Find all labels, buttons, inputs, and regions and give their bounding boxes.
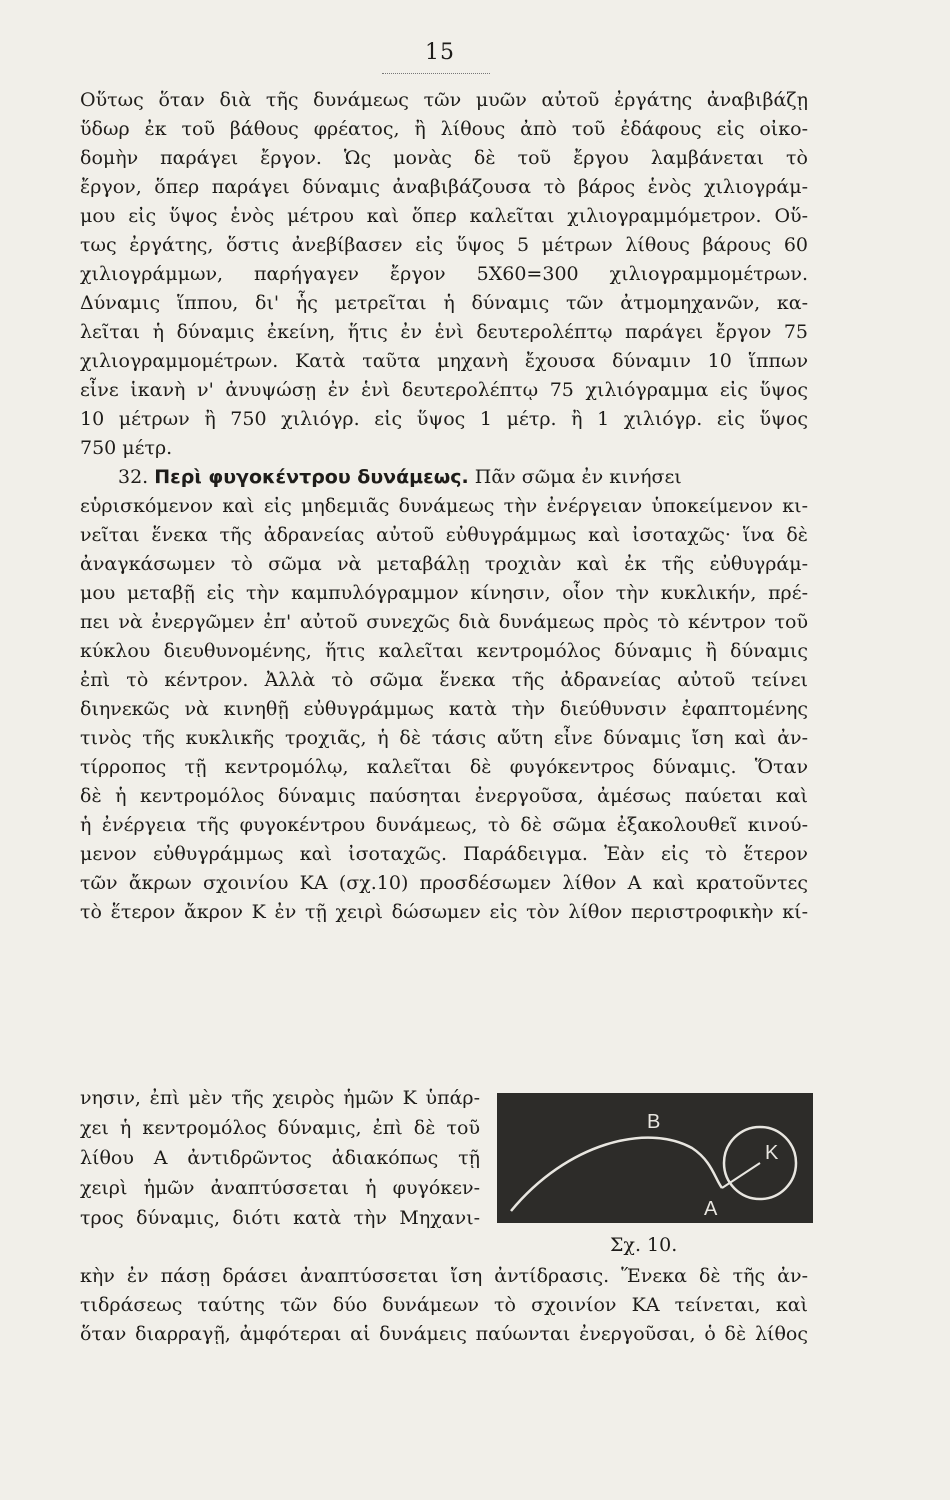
text-line: τίρροπος τῇ κεντρομόλῳ, καλεῖται δὲ φυγόκεντρος δύναμις. Ὅταν [80,756,808,778]
text-line: κὴν ἐν πάσῃ δράσει ἀναπτύσσεται ἴση ἀντίδρασις. Ἕνεκα δὲ τῆς ἀν- [80,1265,808,1287]
text-line: τρος δύναμις, διότι κατὰ τὴν Μηχανι- [80,1207,480,1229]
figure-illustration [497,1093,813,1223]
text-line [80,1234,808,1264]
text-line: χιλιογράμμων, παρήγαγεν ἔργον 5Χ60=300 χιλιογραμμομέτρων. [80,263,808,285]
text-line: χιλιογραμμομέτρων. Κατὰ ταῦτα μηχανὴ ἔχουσα δύναμιν 10 ἵππων [80,350,808,372]
text-line: χειρὶ ἡμῶν ἀναπτύσσεται ἡ φυγόκεν- [80,1177,480,1199]
text-line: δομὴν παράγει ἔργον. Ὡς μονὰς δὲ τοῦ ἔργου λαμβάνεται τὸ [80,147,808,169]
label-k: K [765,1142,779,1164]
text-line: μενον εὐθυγράμμως καὶ ἰσοταχῶς. Παράδειγμα. Ἐὰν εἰς τὸ ἕτερον [80,843,808,865]
label-a: A [704,1198,718,1220]
text-line: λεῖται ἡ δύναμις ἐκείνη, ἥτις ἐν ἑνὶ δευτερολέπτῳ παράγει ἔργον 75 [80,321,808,343]
section-title: Περὶ φυγοκέντρου δυνάμεως. [154,466,469,488]
text-line: διηνεκῶς νὰ κινηθῇ εὐθυγράμμως κατὰ τὴν διεύθυνσιν ἐφαπτομένης [80,698,808,720]
page-number: 15 [425,40,455,65]
section-number: 32. [118,466,149,488]
text-line: νεῖται ἕνεκα τῆς ἀδρανείας αὐτοῦ εὐθυγράμμως καὶ ἰσοταχῶς· ἵνα δὲ [80,524,808,546]
text-line: 750 μέτρ. [80,437,173,459]
text-line: ἡ ἐνέργεια τῆς φυγοκέντρου δυνάμεως, τὸ δὲ σῶμα ἐξακολουθεῖ κινού- [80,814,808,836]
text-line: πει νὰ ἐνεργῶμεν ἐπ' αὐτοῦ συνεχῶς διὰ δυνάμεως πρὸς τὸ κέντρον τοῦ [80,611,808,633]
text-line: λίθου Α ἀντιδρῶντος ἀδιακόπως τῇ [80,1147,480,1169]
text-line: κύκλου διευθυνομένης, ἥτις καλεῖται κεντρομόλος δύναμις ἢ δύναμις [80,640,808,662]
text-line: 10 μέτρων ἢ 750 χιλιόγρ. εἰς ὕψος 1 μέτρ. ἢ 1 χιλιόγρ. εἰς ὕψος [80,408,808,430]
label-b: B [647,1111,661,1133]
text-line: τῶν ἄκρων σχοινίου ΚΑ (σχ.10) προσδέσωμεν λίθον Α καὶ κρατοῦντες [80,872,808,894]
text-line: ὅταν διαρραγῇ, ἀμφότεραι αἱ δυνάμεις παύωνται ἐνεργοῦσαι, ὁ δὲ λίθος [80,1323,808,1345]
text-line: τινὸς τῆς κυκλικῆς τροχιᾶς, ἡ δὲ τάσις αὕτη εἶνε δύναμις ἴση καὶ ἀν- [80,727,808,749]
figure-caption: Σχ. 10. [610,1234,678,1256]
text-line: Δύναμις ἵππου, δι' ἧς μετρεῖται ἡ δύναμις τῶν ἀτμομηχανῶν, κα- [80,292,808,314]
figure-10 [497,1093,813,1223]
text-line: ὕδωρ ἐκ τοῦ βάθους φρέατος, ἢ λίθους ἀπὸ τοῦ ἐδάφους εἰς οἰκο- [80,118,808,140]
text-line: εὑρισκόμενον καὶ εἰς μηδεμιᾶς δυνάμεως τὴν ἐνέργειαν ὑποκείμενον κι- [80,495,808,517]
text-line: νησιν, ἐπὶ μὲν τῆς χειρὸς ἡμῶν Κ ὑπάρ- [80,1087,480,1109]
text-line: μου εἰς ὕψος ἑνὸς μέτρου καὶ ὅπερ καλεῖται χιλιογραμμόμετρον. Οὕ- [80,205,808,227]
section-heading-line [118,463,808,493]
trajectory-curve [511,1138,722,1211]
heading-continuation: Πᾶν σῶμα ἐν κινήσει [474,466,682,488]
header-rule [382,73,490,74]
text-line: Οὕτως ὅταν διὰ τῆς δυνάμεως τῶν μυῶν αὐτοῦ ἐργάτης ἀναβιβάζῃ [80,89,808,111]
string-ka [722,1163,760,1188]
text-line: ἔργον, ὅπερ παράγει δύναμις ἀναβιβάζουσα τὸ βάρος ἑνὸς χιλιογράμ- [80,176,808,198]
text-line: ἀναγκάσωμεν τὸ σῶμα νὰ μεταβάλῃ τροχιὰν καὶ ἐκ τῆς εὐθυγράμ- [80,553,808,575]
text-line: τως ἐργάτης, ὅστις ἀνεβίβασεν εἰς ὕψος 5 μέτρων λίθους βάρους 60 [80,234,808,256]
text-line: δὲ ἡ κεντρομόλος δύναμις παύσηται ἐνεργοῦσα, ἀμέσως παύεται καὶ [80,785,808,807]
text-line: τὸ ἕτερον ἄκρον Κ ἐν τῇ χειρὶ δώσωμεν εἰς τὸν λίθον περιστροφικὴν κί- [80,901,808,923]
text-line: ἐπὶ τὸ κέντρον. Ἀλλὰ τὸ σῶμα ἕνεκα τῆς ἀδρανείας αὐτοῦ τείνει [80,669,808,691]
text-line: τιδράσεως ταύτης τῶν δύο δυνάμεων τὸ σχοινίον ΚΑ τείνεται, καὶ [80,1294,808,1316]
text-line: εἶνε ἱκανὴ ν' ἀνυψώσῃ ἐν ἑνὶ δευτερολέπτῳ 75 χιλιόγραμμα εἰς ὕψος [80,379,808,401]
text-line: χει ἡ κεντρομόλος δύναμις, ἐπὶ δὲ τοῦ [80,1117,480,1139]
text-line: μου μεταβῇ εἰς τὴν καμπυλόγραμμον κίνησιν, οἷον τὴν κυκλικήν, πρέ- [80,582,808,604]
